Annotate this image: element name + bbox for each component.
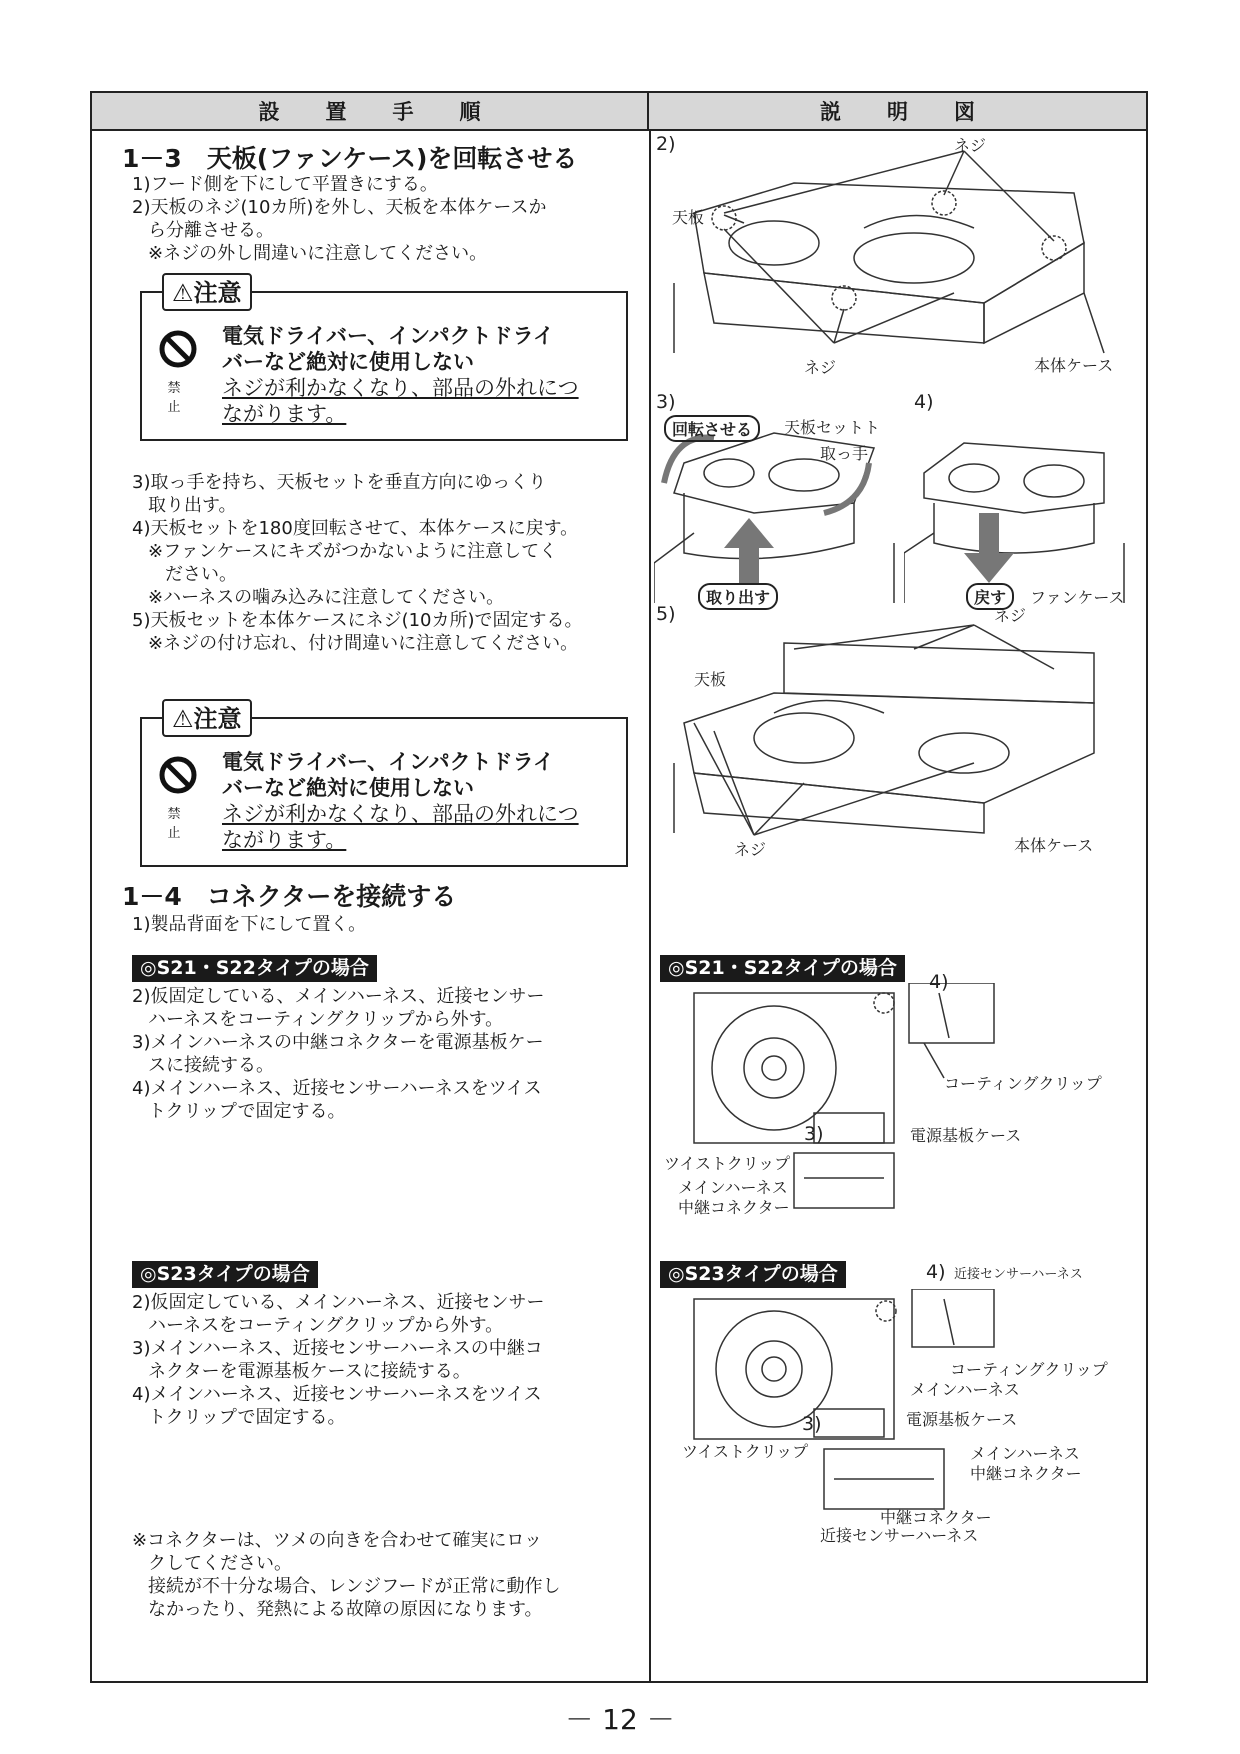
caution-reason: ながります。 xyxy=(222,402,347,426)
header-procedure: 設置手順 xyxy=(92,93,649,131)
step-text: 2)天板のネジ(10カ所)を外し、天板を本体ケースか xyxy=(132,197,547,218)
prohibited-icon xyxy=(158,329,198,369)
label-main-case: 本体ケース xyxy=(1014,836,1094,855)
s23-figure-tag: ◎S23タイプの場合 xyxy=(660,1261,846,1288)
s21-figure-tag: ◎S21・S22タイプの場合 xyxy=(660,955,905,982)
column-divider xyxy=(649,131,651,1683)
figure-step-number: 3) xyxy=(802,1413,822,1435)
label-proximity-sensor-harness: 近接センサーハーネス xyxy=(954,1267,1083,1282)
step-text: ネクターを電源基板ケースに接続する。 xyxy=(148,1361,471,1382)
step-text: 3)メインハーネスの中継コネクターを電源基板ケー xyxy=(132,1032,544,1053)
caution-reason: ネジが利かなくなり、部品の外れにつ xyxy=(222,802,579,826)
note-text: なかったり、発熱による故障の原因になります。 xyxy=(148,1599,543,1620)
step-note: ださい。 xyxy=(165,564,237,585)
label-screw: ネジ xyxy=(804,358,837,377)
figure-step-number: 4) xyxy=(929,971,949,993)
label-twist-clip: ツイストクリップ xyxy=(664,1154,791,1173)
caution-warning: バーなど絶対に使用しない xyxy=(222,776,474,800)
figure-step-number: 5) xyxy=(656,603,676,625)
step-note: ※ネジの外し間違いに注意してください。 xyxy=(148,243,488,264)
label-coating-clip: コーティングクリップ xyxy=(944,1074,1102,1093)
step-note: ※ハーネスの噛み込みに注意してください。 xyxy=(148,587,505,608)
step-text: 3)取っ手を持ち、天板セットを垂直方向にゆっくり xyxy=(132,472,547,493)
step-text: 取り出す。 xyxy=(148,495,237,516)
figure-step-number: 4) xyxy=(914,391,934,413)
figure-step-number: 3) xyxy=(656,391,676,413)
note-text: ※コネクターは、ツメの向きを合わせて確実にロッ xyxy=(132,1530,542,1551)
figure-return xyxy=(904,391,1144,607)
label-main-harness: メインハーネス xyxy=(678,1178,788,1197)
step-text: ハーネスをコーティングクリップから外す。 xyxy=(148,1315,504,1336)
section-1-3-steps-b xyxy=(132,471,583,655)
label-coating-clip: コーティングクリップ xyxy=(950,1360,1108,1379)
label-top-panel: 天板 xyxy=(694,670,727,689)
content-frame xyxy=(90,91,1148,1683)
figure-fix-top-panel xyxy=(654,603,1144,863)
prohibited-label: 禁 止 xyxy=(167,807,189,841)
label-main-case: 本体ケース xyxy=(1034,356,1114,375)
section-1-4-title: 1－4 コネクターを接続する xyxy=(122,882,457,911)
prohibited-sign xyxy=(158,329,198,415)
label-main-harness: メインハーネス xyxy=(910,1380,1020,1399)
step-text: 4)メインハーネス、近接センサーハーネスをツイス xyxy=(132,1384,542,1405)
label-fan-case: ファンケース xyxy=(1030,588,1125,607)
s23-type-tag: ◎S23タイプの場合 xyxy=(132,1261,318,1288)
label-proximity-sensor-harness: 近接センサーハーネス xyxy=(820,1526,979,1545)
step-text: 5)天板セットを本体ケースにネジ(10カ所)で固定する。 xyxy=(132,610,583,631)
step-text: 2)仮固定している、メインハーネス、近接センサー xyxy=(132,1292,545,1313)
label-main-harness: メインハーネス xyxy=(970,1444,1080,1463)
caution-title: ⚠注意 xyxy=(162,699,252,737)
label-power-board-case: 電源基板ケース xyxy=(910,1126,1022,1145)
s23-steps xyxy=(132,1291,545,1429)
caution-warning: バーなど絶対に使用しない xyxy=(222,350,474,374)
caution-body xyxy=(222,323,579,427)
figure-step-number: 3) xyxy=(804,1123,824,1145)
s21-type-tag: ◎S21・S22タイプの場合 xyxy=(132,955,377,982)
step-text: 1)フード側を下にして平置きにする。 xyxy=(132,174,438,195)
figure-step-number: 4) xyxy=(926,1261,946,1283)
s21-steps xyxy=(132,985,545,1123)
step-text: トクリップで固定する。 xyxy=(148,1407,346,1428)
label-screw: ネジ xyxy=(994,606,1027,625)
label-power-board-case: 電源基板ケース xyxy=(906,1410,1018,1429)
section-1-3-steps-a xyxy=(132,173,547,265)
prohibited-label: 禁 止 xyxy=(167,381,189,415)
step-text: 4)天板セットを180度回転させて、本体ケースに戻す。 xyxy=(132,518,579,539)
step-note: ※ネジの付け忘れ、付け間違いに注意してください。 xyxy=(148,633,579,654)
return-illustration xyxy=(904,393,1144,603)
step-note: ※ファンケースにキズがつかないように注意してく xyxy=(148,541,558,562)
step-text: 2)仮固定している、メインハーネス、近接センサー xyxy=(132,986,545,1007)
label-top-panel: 天板 xyxy=(672,208,705,227)
caution-warning: 電気ドライバー、インパクトドライ xyxy=(222,324,555,348)
step-text: ら分離させる。 xyxy=(148,220,274,241)
figure-lift-out xyxy=(654,391,904,607)
caution-body xyxy=(222,749,579,853)
label-return: 戻す xyxy=(966,583,1014,610)
step-text: トクリップで固定する。 xyxy=(148,1101,346,1122)
figure-s21-connector xyxy=(654,971,1144,1243)
prohibited-icon xyxy=(158,755,198,795)
caution-warning: 電気ドライバー、インパクトドライ xyxy=(222,750,555,774)
step-text: 3)メインハーネス、近接センサーハーネスの中継コ xyxy=(132,1338,543,1359)
label-screw: ネジ xyxy=(734,840,767,859)
note-text: 接続が不十分な場合、レンジフードが正常に動作し xyxy=(148,1576,561,1597)
caution-reason: ネジが利かなくなり、部品の外れにつ xyxy=(222,376,579,400)
caution-box xyxy=(140,279,628,441)
section-1-4-step1: 1)製品背面を下にして置く。 xyxy=(132,914,367,935)
label-top-panel-set: 天板セットト xyxy=(784,418,881,437)
label-relay-connector: 中継コネクター xyxy=(678,1198,790,1217)
step-text: ハーネスをコーティングクリップから外す。 xyxy=(148,1009,504,1030)
fix-top-panel-illustration xyxy=(654,603,1144,863)
label-screw: ネジ xyxy=(954,136,987,155)
step-text: スに接続する。 xyxy=(148,1055,274,1076)
label-relay-connector: 中継コネクター xyxy=(880,1508,992,1527)
caution-box xyxy=(140,705,628,867)
label-rotate: 回転させる xyxy=(664,415,760,442)
figure-remove-top-panel xyxy=(654,133,1144,393)
connector-note xyxy=(132,1529,561,1621)
label-take-out: 取り出す xyxy=(698,583,778,610)
prohibited-sign xyxy=(158,755,198,841)
label-handle: 取っ手 xyxy=(820,444,869,463)
caution-title: ⚠注意 xyxy=(162,273,252,311)
step-text: 4)メインハーネス、近接センサーハーネスをツイス xyxy=(132,1078,542,1099)
caution-reason: ながります。 xyxy=(222,828,347,852)
page-number: － 12 － xyxy=(565,1703,675,1736)
note-text: クしてください。 xyxy=(148,1553,292,1574)
figure-step-number: 2) xyxy=(656,133,676,155)
section-1-3-title: 1－3 天板(ファンケース)を回転させる xyxy=(122,144,578,173)
label-twist-clip: ツイストクリップ xyxy=(682,1442,809,1461)
header-diagram: 説明図 xyxy=(649,93,1146,131)
label-relay-connector: 中継コネクター xyxy=(970,1464,1082,1483)
